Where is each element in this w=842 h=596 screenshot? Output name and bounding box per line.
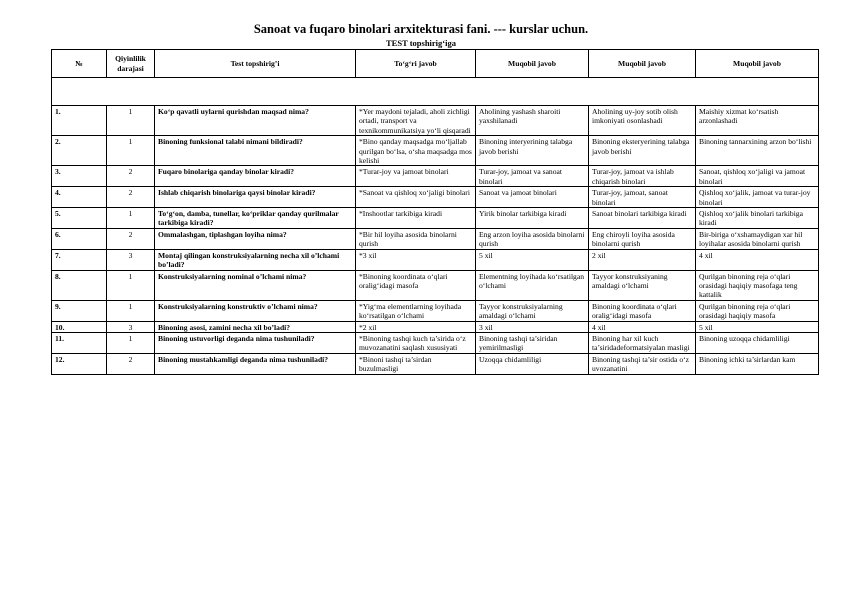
table-row (52, 166, 819, 187)
header-alternative-answer-2: Muqobil javob (589, 50, 696, 78)
difficulty-level: 2 (107, 187, 155, 208)
difficulty-level: 1 (107, 332, 155, 353)
row-number: 10. (52, 321, 107, 332)
alternative-answer-2: Binoning tashqi ta’sir ostida o‘z uvozanatini (589, 353, 696, 374)
correct-answer: *2 xil (356, 321, 476, 332)
table-row (52, 300, 819, 321)
alternative-answer-2: Binoning har xil kuch ta’siridadeformatsiyalan masligi (589, 332, 696, 353)
header-difficulty: Qiyinlilik darajasi (107, 50, 155, 78)
difficulty-level: 3 (107, 321, 155, 332)
difficulty-level: 1 (107, 106, 155, 136)
alternative-answer-3: Qishloq xo‘jalik, jamoat va turar-joy binolari (696, 187, 819, 208)
row-number: 5. (52, 208, 107, 229)
table-row (52, 208, 819, 229)
alternative-answer-2: Sanoat binolari tarkibiga kiradi (589, 208, 696, 229)
alternative-answer-2: Turar-joy, jamoat, sanoat binolari (589, 187, 696, 208)
row-number: 8. (52, 270, 107, 300)
alternative-answer-1: Binoning tashqi ta’siridan yemirilmasligi (476, 332, 589, 353)
alternative-answer-1: Eng arzon loyiha asosida binolarni qurish (476, 228, 589, 249)
row-number: 12. (52, 353, 107, 374)
alternative-answer-1: Aholining yashash sharoiti yaxshilanadi (476, 106, 589, 136)
question: Binoning asosi, zamini necha xil bo’ladi? (155, 321, 356, 332)
alternative-answer-2: 2 xil (589, 249, 696, 270)
alternative-answer-1: Elementning loyihada ko‘rsatilgan o‘lchami (476, 270, 589, 300)
alternative-answer-3: Qishloq xo‘jalik binolari tarkibiga kiradi (696, 208, 819, 229)
alternative-answer-3: Maishiy xizmat ko‘rsatish arzonlashadi (696, 106, 819, 136)
question: Ko‘p qavatli uylarni qurishdan maqsad nima? (155, 106, 356, 136)
table-row (52, 106, 819, 136)
difficulty-level: 1 (107, 208, 155, 229)
correct-answer: *Bino qanday maqsadga mo‘ljallab qurilgan bo‘lsa, o‘sha maqsadga mos kelishi (356, 136, 476, 166)
correct-answer: *Yig‘ma elementlarning loyihada ko‘rsatilgan o‘lchami (356, 300, 476, 321)
header-correct-answer: To‘g‘ri javob (356, 50, 476, 78)
correct-answer: *3 xil (356, 249, 476, 270)
question: Konstruksiyalarning nominal o’lchami nima? (155, 270, 356, 300)
row-number: 9. (52, 300, 107, 321)
alternative-answer-2: Binoning koordinata o‘qlari oralig‘idagi masofa (589, 300, 696, 321)
correct-answer: *Binoni tashqi ta’sirdan buzulmasligi (356, 353, 476, 374)
alternative-answer-3: Binoning ichki ta’sirlardan kam (696, 353, 819, 374)
empty-cell (52, 78, 819, 106)
question: Ishlab chiqarish binolariga qaysi binolar kiradi? (155, 187, 356, 208)
difficulty-level: 1 (107, 136, 155, 166)
difficulty-level: 3 (107, 249, 155, 270)
question: To‘g‘on, damba, tunellar, ko‘priklar qanday qurilmalar tarkibiga kiradi? (155, 208, 356, 229)
alternative-answer-1: 3 xil (476, 321, 589, 332)
row-number: 1. (52, 106, 107, 136)
question: Binoning mustahkamligi deganda nima tushuniladi? (155, 353, 356, 374)
correct-answer: *Sanoat va qishloq xo‘jaligi binolari (356, 187, 476, 208)
alternative-answer-1: Tayyor konstruksiyalarning amaldagi o‘lchami (476, 300, 589, 321)
header-question: Test topshirig’i (155, 50, 356, 78)
row-number: 4. (52, 187, 107, 208)
correct-answer: *Bir hil loyiha asosida binolarni qurish (356, 228, 476, 249)
test-table (51, 49, 819, 375)
difficulty-level: 2 (107, 353, 155, 374)
question: Ommalashgan, tiplashgan loyiha nima? (155, 228, 356, 249)
alternative-answer-3: Binoning tannarxining arzon bo‘lishi (696, 136, 819, 166)
row-number: 6. (52, 228, 107, 249)
alternative-answer-1: 5 xil (476, 249, 589, 270)
alternative-answer-2: Binoning eksteryerining talabga javob berishi (589, 136, 696, 166)
row-number: 3. (52, 166, 107, 187)
question: Konstruksiyalarning konstruktiv o’lchami nima? (155, 300, 356, 321)
table-row (52, 332, 819, 353)
alternative-answer-1: Yirik binolar tarkibiga kiradi (476, 208, 589, 229)
row-number: 2. (52, 136, 107, 166)
correct-answer: *Yer maydoni tejaladi, aholi zichligi ortadi, transport va texnikommunikatsiya yo‘li qisqaradi (356, 106, 476, 136)
alternative-answer-3: Sanoat, qishloq xo‘jaligi va jamoat binolari (696, 166, 819, 187)
difficulty-level: 1 (107, 300, 155, 321)
difficulty-level: 1 (107, 270, 155, 300)
row-number: 11. (52, 332, 107, 353)
alternative-answer-3: Bir-biriga o‘xshamaydigan xar hil loyihalar asosida binolarni qurish (696, 228, 819, 249)
table-row (52, 321, 819, 332)
correct-answer: *Turar-joy va jamoat binolari (356, 166, 476, 187)
correct-answer: *Binoning tashqi kuch ta’sirida o‘z muvozanatini saqlash xususiyati (356, 332, 476, 353)
alternative-answer-1: Sanoat va jamoat binolari (476, 187, 589, 208)
alternative-answer-3: Qurilgan binoning reja o‘qlari orasidagi haqiqiy masofaga teng kattalik (696, 270, 819, 300)
header-alternative-answer-1: Muqobil javob (476, 50, 589, 78)
table-row (52, 353, 819, 374)
alternative-answer-1: Uzoqqa chidamliligi (476, 353, 589, 374)
table-row (52, 270, 819, 300)
question: Montaj qilingan konstruksiyalarning necha xil o’lchami bo’ladi? (155, 249, 356, 270)
alternative-answer-2: Tayyor konstruksiyaning amaldagi o‘lchami (589, 270, 696, 300)
document-title: Sanoat va fuqaro binolari arxitekturasi fani. --- kurslar uchun. (253, 22, 589, 36)
table-row (52, 136, 819, 166)
question: Fuqaro binolariga qanday binolar kiradi? (155, 166, 356, 187)
header-row (52, 50, 819, 78)
difficulty-level: 2 (107, 228, 155, 249)
alternative-answer-2: 4 xil (589, 321, 696, 332)
alternative-answer-3: Qurilgan binoning reja o‘qlari orasidagi haqiqiy masofa (696, 300, 819, 321)
question: Binoning ustuvorligi deganda nima tushuniladi? (155, 332, 356, 353)
alternative-answer-3: 5 xil (696, 321, 819, 332)
correct-answer: *Inshootlar tarkibiga kiradi (356, 208, 476, 229)
empty-row (52, 78, 819, 106)
document-subtitle: TEST topshirig‘iga (386, 38, 456, 48)
table-row (52, 249, 819, 270)
correct-answer: *Binoning koordinata o‘qlari oralig‘idagi masofa (356, 270, 476, 300)
difficulty-level: 2 (107, 166, 155, 187)
table-row (52, 228, 819, 249)
alternative-answer-1: Binoning interyerining talabga javob berishi (476, 136, 589, 166)
alternative-answer-1: Turar-joy, jamoat va sanoat binolari (476, 166, 589, 187)
alternative-answer-3: Binoning uzoqqa chidamliligi (696, 332, 819, 353)
alternative-answer-2: Turar-joy, jamoat va ishlab chiqarish binolari (589, 166, 696, 187)
row-number: 7. (52, 249, 107, 270)
alternative-answer-3: 4 xil (696, 249, 819, 270)
header-alternative-answer-3: Muqobil javob (696, 50, 819, 78)
question: Binoning funksional talabi nimani bildiradi? (155, 136, 356, 166)
alternative-answer-2: Eng chiroyli loyiha asosida binolarni qurish (589, 228, 696, 249)
table-row (52, 187, 819, 208)
header-number: № (52, 50, 107, 78)
alternative-answer-2: Aholining uy-joy sotib olish imkoniyati osonlashadi (589, 106, 696, 136)
